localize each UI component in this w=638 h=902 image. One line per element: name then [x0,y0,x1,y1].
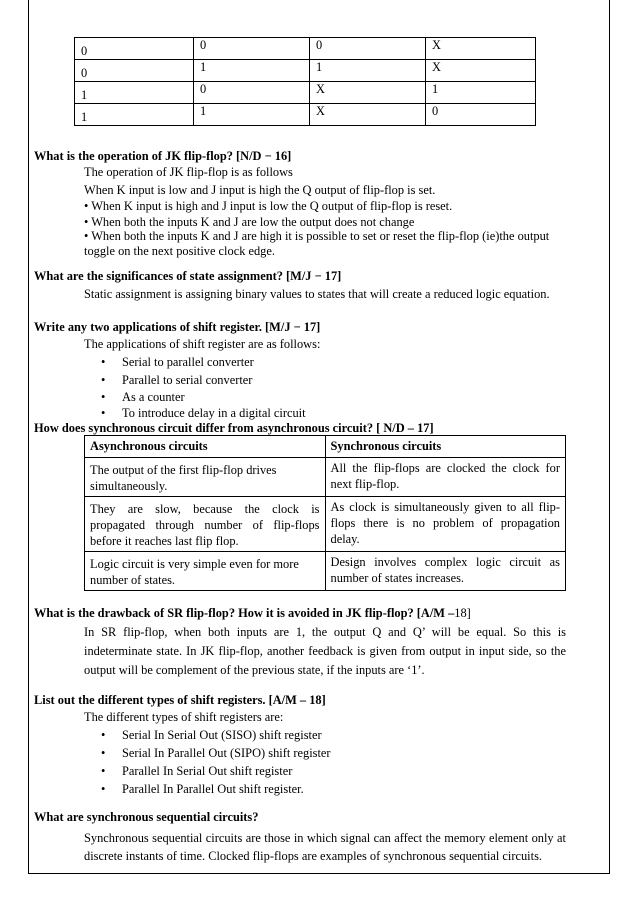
answer-paragraph: Synchronous sequential circuits are those in which signal can affect the memory element only at discrete instants of time. Clocked flip-flops are examples of synchronous sequential circuits. [84,831,566,863]
table-cell: They are slow, because the clock is propagated through number of flip-flops before it reaches last flip flop. [85,497,326,552]
question-sync-async: How does synchronous circuit differ from asynchronous circuit? [ N/D – 17] [34,421,434,435]
answer-line: • When K input is high and J input is low the Q output of flip-flop is reset. [84,199,453,213]
question-shift-types: List out the different types of shift registers. [A/M – 18] [34,693,326,707]
list-item: Serial In Serial Out (SISO) shift register [122,728,322,742]
bullet-icon: • [101,406,106,420]
table-cell: Design involves complex logic circuit as number of states increases. [325,552,566,591]
bullet-icon: • [101,764,106,778]
table-row [75,60,536,82]
answer-intro: The applications of shift register are as follows: [84,337,321,351]
table-cell: 0 [194,82,310,104]
list-item: Parallel In Serial Out shift register [122,764,293,778]
table-cell: X [310,82,426,104]
bullet-icon: • [101,390,106,404]
table-cell: 1 [310,60,426,82]
table-row [75,82,536,104]
list-item: Parallel to serial converter [122,373,253,387]
bullet-icon: • [101,373,106,387]
list-item: As a counter [122,390,185,404]
table-row [85,458,566,497]
bullet-icon: • [101,782,106,796]
list-item: Serial to parallel converter [122,355,254,369]
table-cell: 1 [194,104,310,126]
table-cell: 0 [310,38,426,60]
question-sr-drawback [34,606,471,621]
table-header: Asynchronous circuits [85,436,326,458]
bullet-icon: • [101,355,106,369]
bullet-icon: • [101,728,106,742]
table-row [75,38,536,60]
table-cell: X [310,104,426,126]
question-state-assignment: What are the significances of state assignment? [M/J − 17] [34,269,342,283]
table-header-row [85,436,566,458]
table-row [85,552,566,591]
comparison-table [84,435,566,591]
table-cell: 0 [194,38,310,60]
table-cell: 0 [75,38,194,60]
list-item: To introduce delay in a digital circuit [122,406,306,420]
bullet-icon: • [101,746,106,760]
table-cell: The output of the first flip-flop drives simultaneously. [85,458,326,497]
table-cell: X [426,38,536,60]
answer-line: • When both the inputs K and J are low the output does not change [84,215,415,229]
table-cell: 0 [426,104,536,126]
table-cell: 1 [75,82,194,104]
answer-line: • When both the inputs K and J are high it is possible to set or reset the flip-flop (ie)the output toggle on the next positive clock edge. [84,229,550,258]
answer-paragraph: Static assignment is assigning binary values to states that will create a reduced logic equation. [84,287,550,301]
table-cell: 1 [75,104,194,126]
answer-line: When K input is low and J input is high the Q output of flip-flop is set. [84,183,436,197]
table-cell: All the flip-flops are clocked the clock for next flip-flop. [325,458,566,497]
table-row [75,104,536,126]
table-cell: 1 [194,60,310,82]
table-cell: Logic circuit is very simple even for more number of states. [85,552,326,591]
question-text: What is the drawback of SR flip-flop? How it is avoided in JK flip-flop? [A/M – [34,606,455,620]
table-cell: As clock is simultaneously given to all flip-flops there is no problem of propagation delay. [325,497,566,552]
answer-line: The operation of JK flip-flop is as follows [84,165,293,179]
table-header: Synchronous circuits [325,436,566,458]
answer-paragraph: In SR flip-flop, when both inputs are 1, the output Q and Q’ will be equal. So this is indeterminate state. In JK flip-flop, another feedback is given from output in input side, so the output will be complement of the previous state, if the inputs are ‘1’. [84,625,566,677]
answer-intro: The different types of shift registers are: [84,710,284,724]
table-cell: 0 [75,60,194,82]
question-shift-applications: Write any two applications of shift register. [M/J − 17] [34,320,321,334]
question-sync-sequential: What are synchronous sequential circuits? [34,810,259,824]
list-item: Parallel In Parallel Out shift register. [122,782,304,796]
question-jk-operation: What is the operation of JK flip-flop? [N/D − 16] [34,149,292,163]
list-item: Serial In Parallel Out (SIPO) shift register [122,746,331,760]
truth-table [74,37,536,126]
table-cell: X [426,60,536,82]
question-tail: 18] [454,606,471,620]
table-row [85,497,566,552]
table-cell: 1 [426,82,536,104]
